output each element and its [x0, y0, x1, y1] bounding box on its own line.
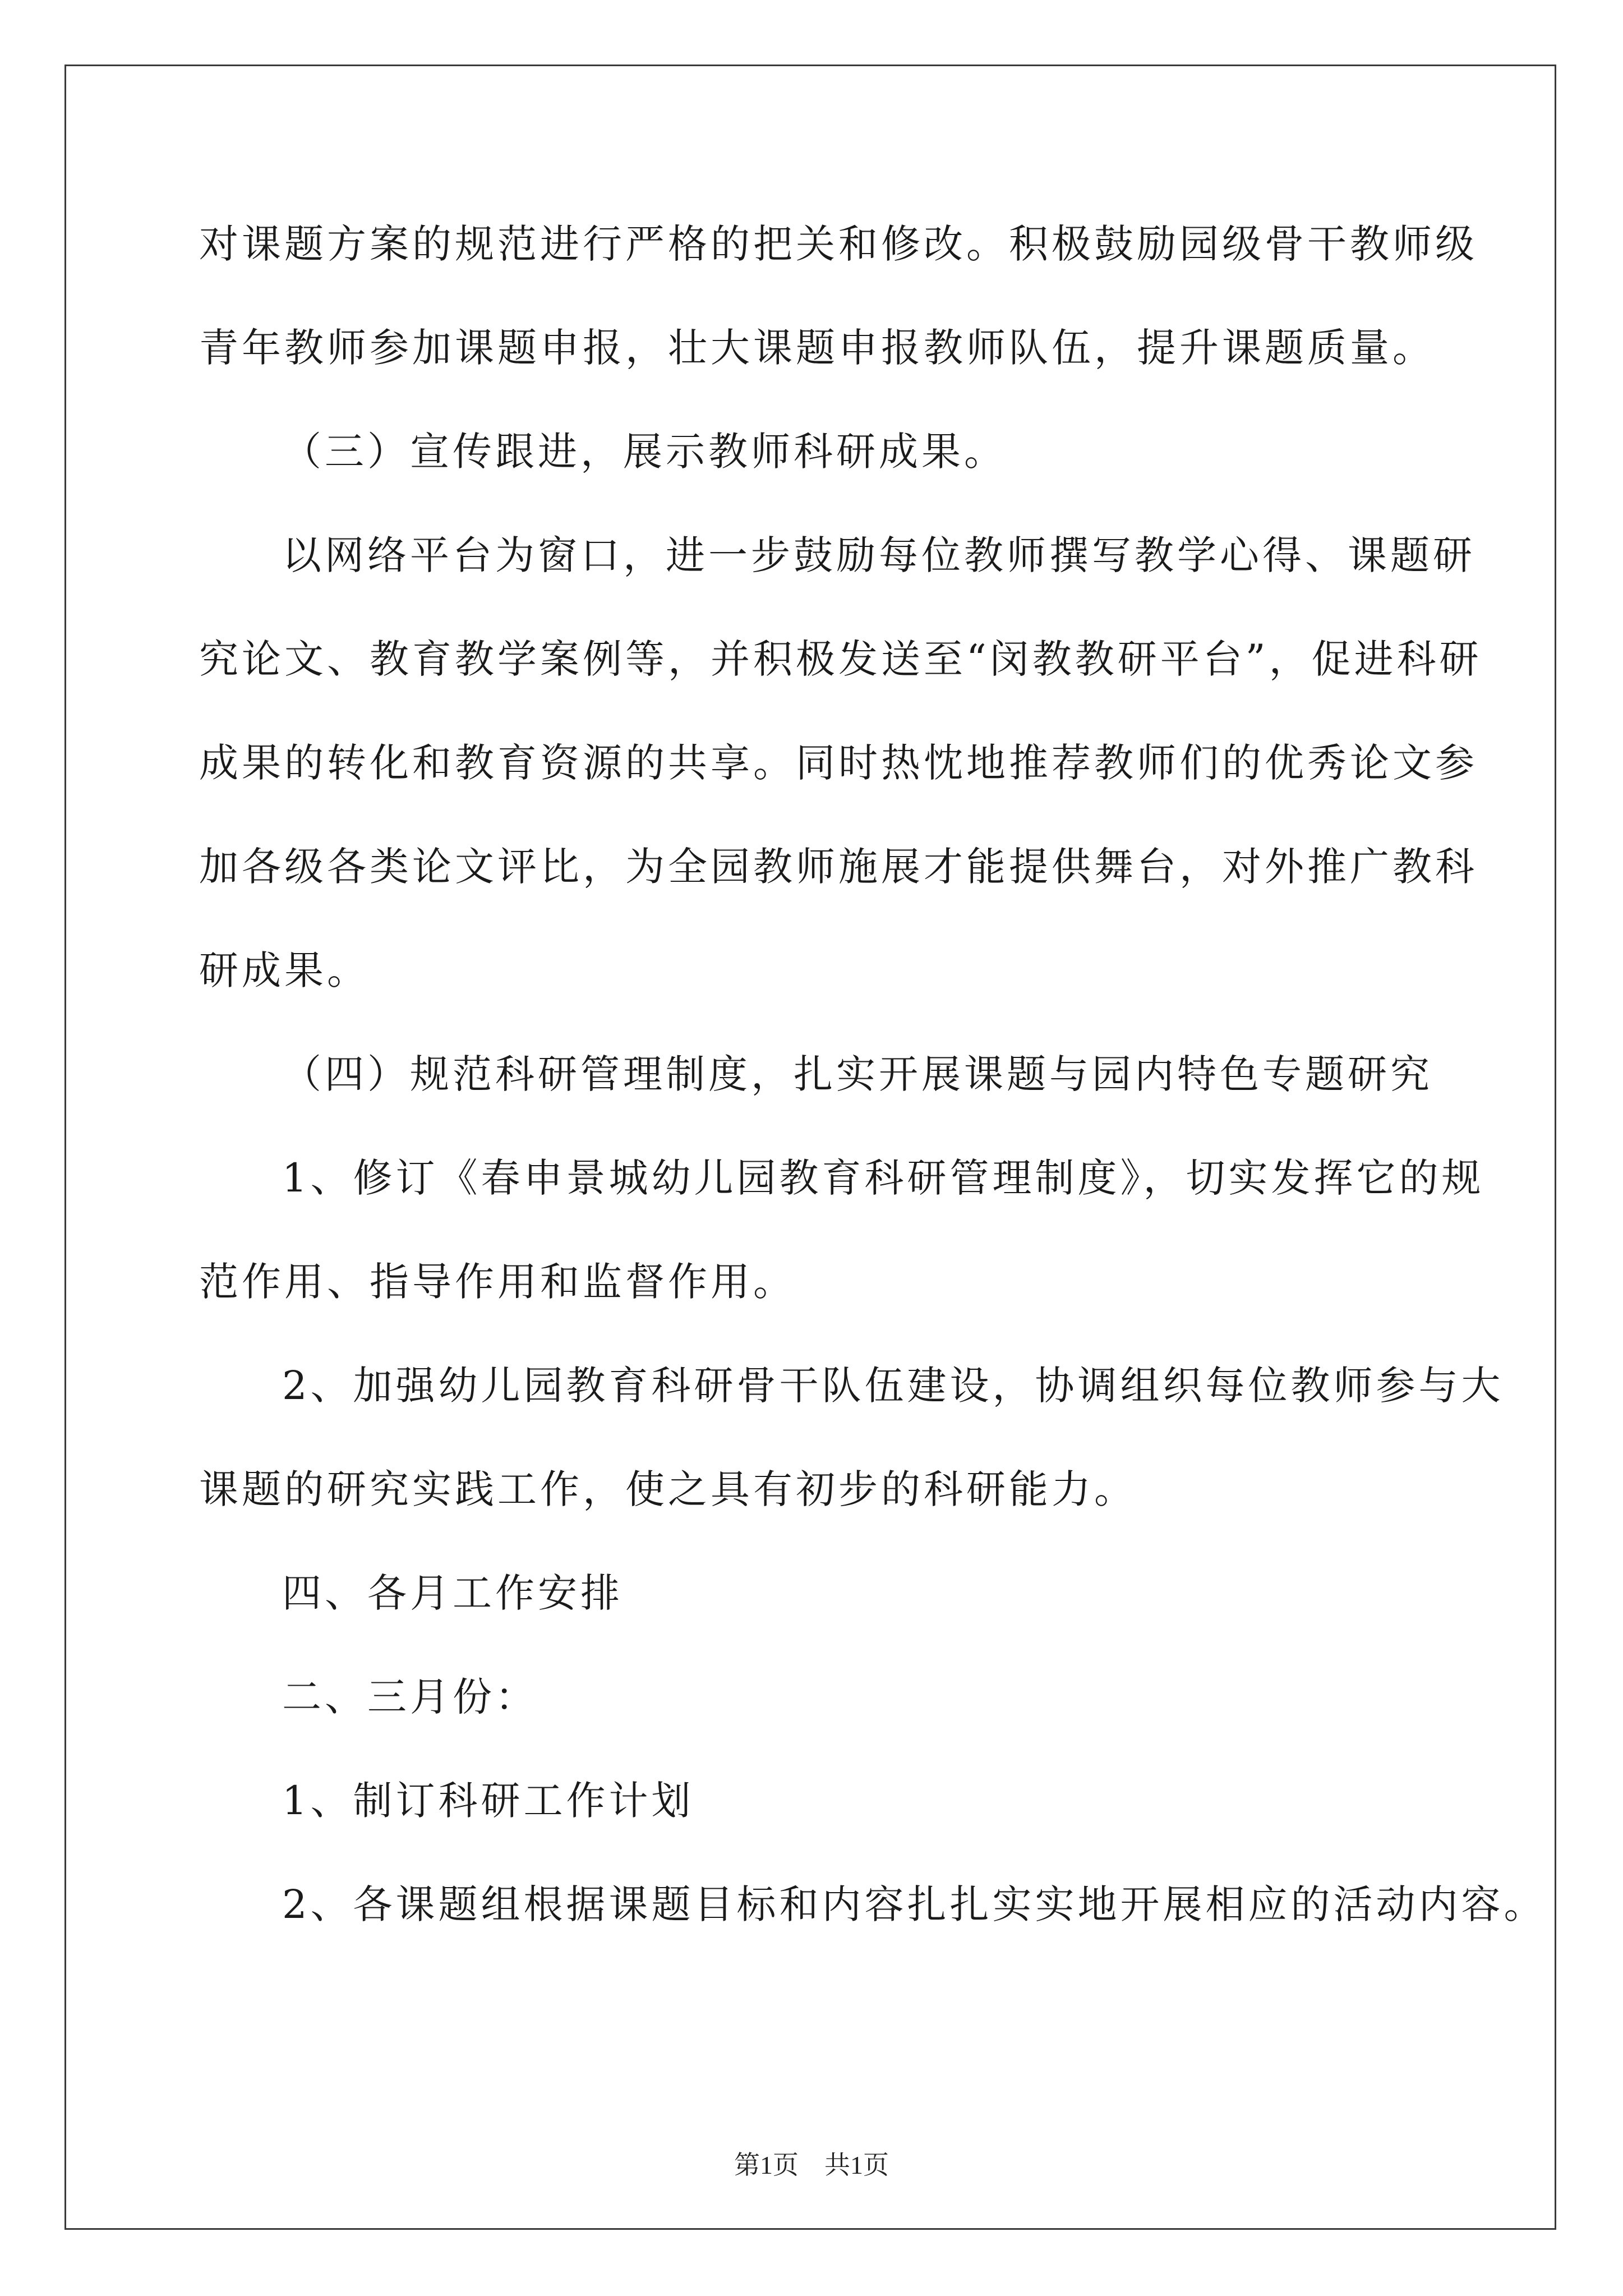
text-line: 成果的转化和教育资源的共享。同时热忱地推荐教师们的优秀论文参 [199, 740, 1478, 786]
text-line: 2、加强幼儿园教育科研骨干队伍建设，协调组织每位教师参与大 [282, 1363, 1504, 1409]
section-heading: （四）规范科研管理制度，扎实开展课题与园内特色专题研究 [282, 1051, 1433, 1097]
text-line: 课题的研究实践工作，使之具有初步的科研能力。 [199, 1466, 1137, 1512]
text-line: 对课题方案的规范进行严格的把关和修改。积极鼓励园级骨干教师级 [199, 221, 1478, 267]
text-line: 青年教师参加课题申报，壮大课题申报教师队伍，提升课题质量。 [199, 325, 1435, 371]
text-line: 研成果。 [199, 947, 370, 993]
text-line: 二、三月份： [282, 1674, 538, 1720]
page-number: 第1页 共1页 [734, 2151, 889, 2179]
text-line: 1、制订科研工作计划 [282, 1778, 694, 1824]
text-line: 加各级各类论文评比，为全园教师施展才能提供舞台，对外推广教科 [199, 844, 1478, 890]
text-line: 范作用、指导作用和监督作用。 [199, 1259, 796, 1305]
text-line: 1、修订《春申景城幼儿园教育科研管理制度》，切实发挥它的规 [282, 1155, 1484, 1201]
section-heading: 四、各月工作安排 [282, 1570, 623, 1616]
section-heading: （三）宣传跟进，展示教师科研成果。 [282, 429, 1007, 475]
text-line: 究论文、教育教学案例等，并积极发送至“闵教教研平台”，促进科研 [199, 636, 1482, 682]
text-line: 2、各课题组根据课题目标和内容扎扎实实地开展相应的活动内容。 [282, 1881, 1547, 1927]
text-line: 以网络平台为窗口，进一步鼓励每位教师撰写教学心得、课题研 [282, 532, 1476, 578]
